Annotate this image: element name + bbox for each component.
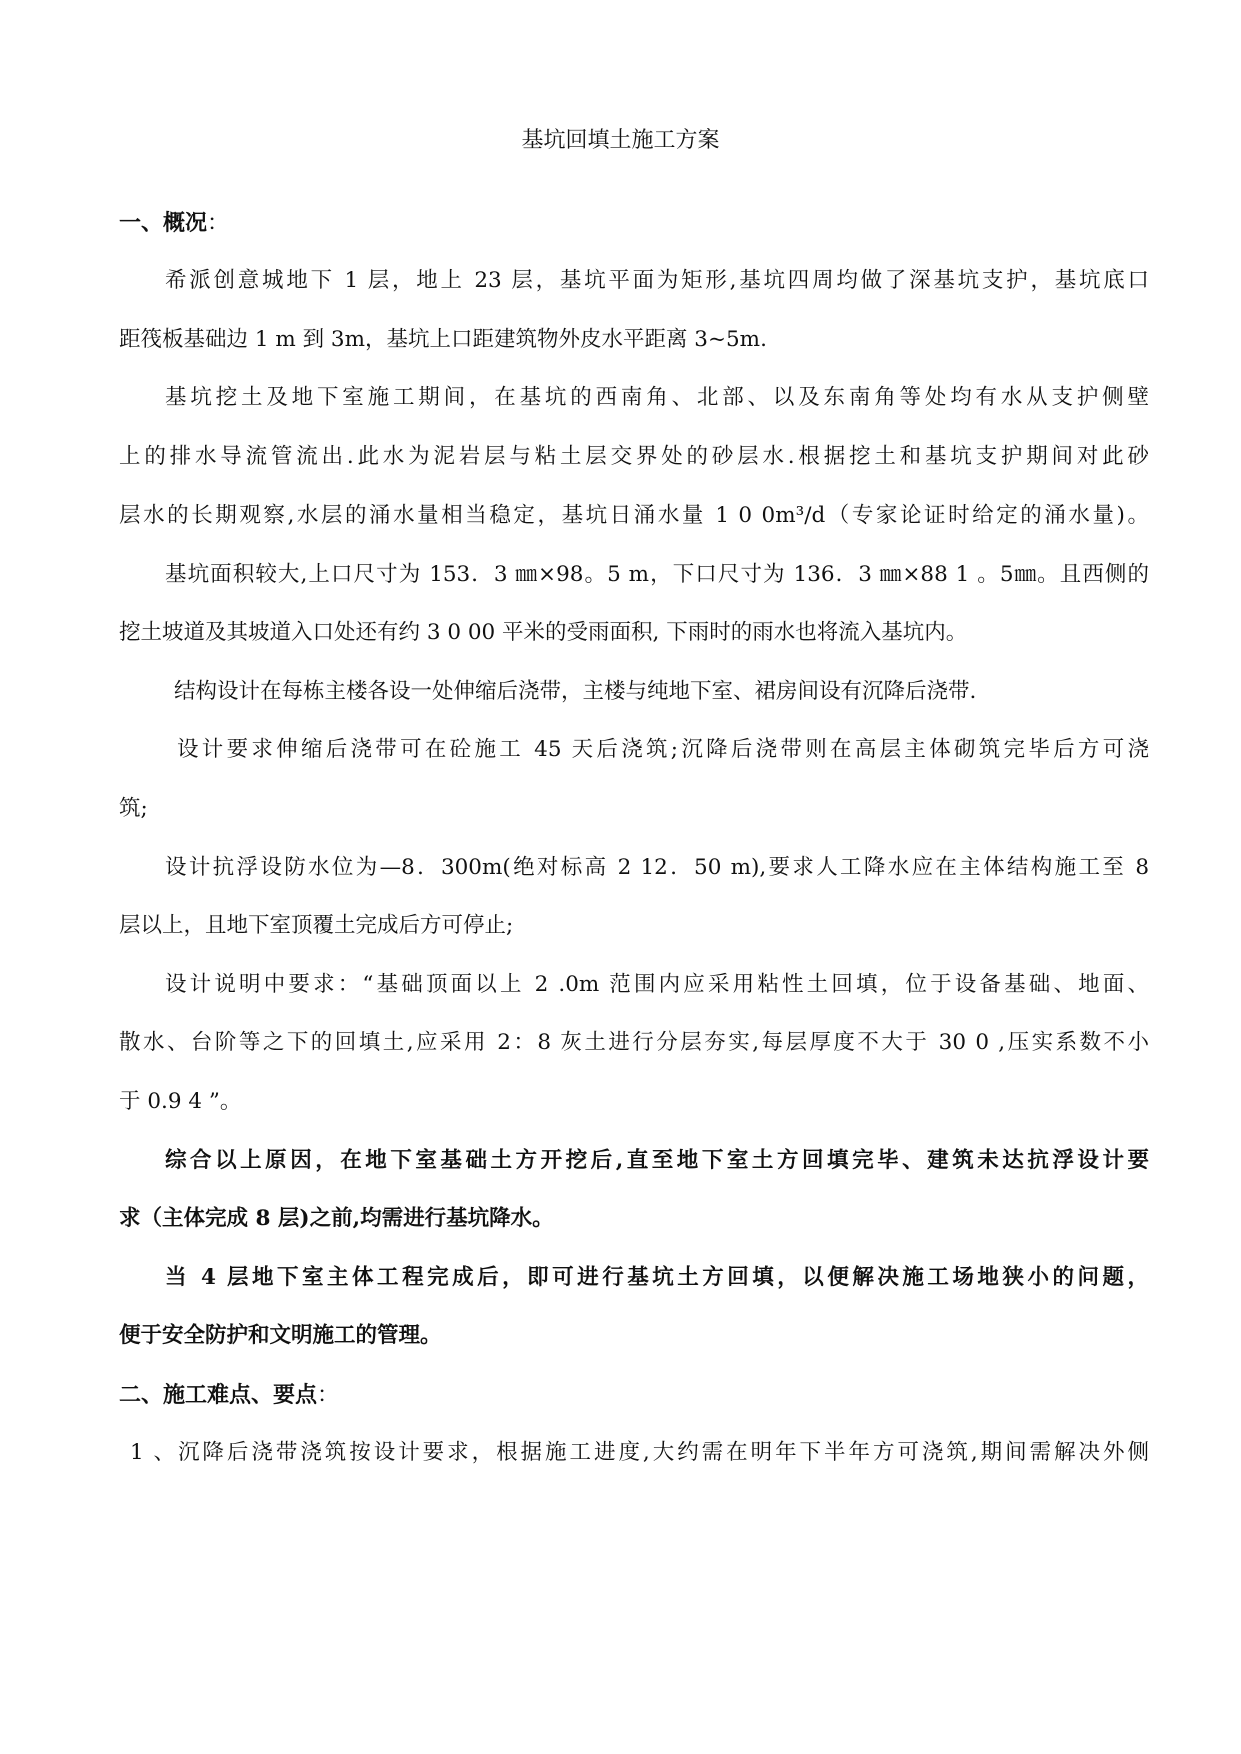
paragraph-line: 设计说明中要求：“基础顶面以上 2 .0m 范围内应采用粘性土回填，位于设备基础、地面、 <box>165 972 1149 997</box>
paragraph-line: 设计抗浮设防水位为—8．300m(绝对标高 2 12．50 m),要求人工降水应在主体结构施工至 8 <box>165 855 1149 880</box>
paragraph-line-bold: 求（主体完成 8 层)之前,均需进行基坑降水。 <box>119 1206 554 1231</box>
paragraph-line-bold: 综合以上原因，在地下室基础土方开挖后,直至地下室土方回填完毕、建筑未达抗浮设计要 <box>165 1148 1149 1173</box>
paragraph-line: 距筏板基础边 1 m 到 3m，基坑上口距建筑物外皮水平距离 3~5m. <box>119 327 767 352</box>
section-heading-text: 二、施工难点、要点 <box>119 1382 318 1408</box>
paragraph-line-bold: 当 4 层地下室主体工程完成后，即可进行基坑土方回填，以便解决施工场地狭小的问题， <box>165 1265 1149 1290</box>
paragraph-line: 于 0.9 4 ”。 <box>119 1089 242 1114</box>
paragraph-line: 希派创意城地下 1 层，地上 23 层，基坑平面为矩形,基坑四周均做了深基坑支护，基坑底口 <box>165 268 1149 293</box>
paragraph-line: 结构设计在每栋主楼各设一处伸缩后浇带，主楼与纯地下室、裙房间设有沉降后浇带. <box>174 679 977 704</box>
paragraph-line: 层水的长期观察,水层的涌水量相当稳定，基坑日涌水量 1 0 0m³/d（专家论证时给定的涌水量)。 <box>119 503 1149 528</box>
paragraph-line: 基坑面积较大,上口尺寸为 153．3 ㎜×98。5 m，下口尺寸为 136．3 ㎜×88 1 。5㎜。且西侧的 <box>165 562 1149 587</box>
paragraph-line: 设计要求伸缩后浇带可在砼施工 45 天后浇筑;沉降后浇带则在高层主体砌筑完毕后方可浇 <box>177 737 1149 762</box>
section-heading-difficulties <box>119 1380 339 1411</box>
section-heading-text: 一、概况 <box>119 210 208 236</box>
paragraph-line: 基坑挖土及地下室施工期间，在基坑的西南角、北部、以及东南角等处均有水从支护侧壁 <box>165 385 1149 410</box>
document-title: 基坑回填土施工方案 <box>521 128 720 153</box>
list-item-line: 1 、沉降后浇带浇筑按设计要求，根据施工进度,大约需在明年下半年方可浇筑,期间需解决外侧 <box>130 1440 1149 1465</box>
paragraph-line-bold: 便于安全防护和文明施工的管理。 <box>119 1323 442 1348</box>
section-heading-overview <box>119 208 229 239</box>
paragraph-line: 筑; <box>119 796 148 821</box>
paragraph-line: 上的排水导流管流出.此水为泥岩层与粘土层交界处的砂层水.根据挖土和基坑支护期间对此砂 <box>119 444 1149 469</box>
paragraph-line: 散水、台阶等之下的回填土,应采用 2：8 灰土进行分层夯实,每层厚度不大于 30 0 ,压实系数不小 <box>119 1030 1149 1055</box>
paragraph-line: 挖土坡道及其坡道入口处还有约 3 0 00 平米的受雨面积, 下雨时的雨水也将流入基坑内。 <box>119 620 968 645</box>
heading-colon: ： <box>207 211 230 236</box>
paragraph-line: 层以上，且地下室顶覆土完成后方可停止; <box>119 913 514 938</box>
heading-colon: ： <box>317 1383 340 1408</box>
